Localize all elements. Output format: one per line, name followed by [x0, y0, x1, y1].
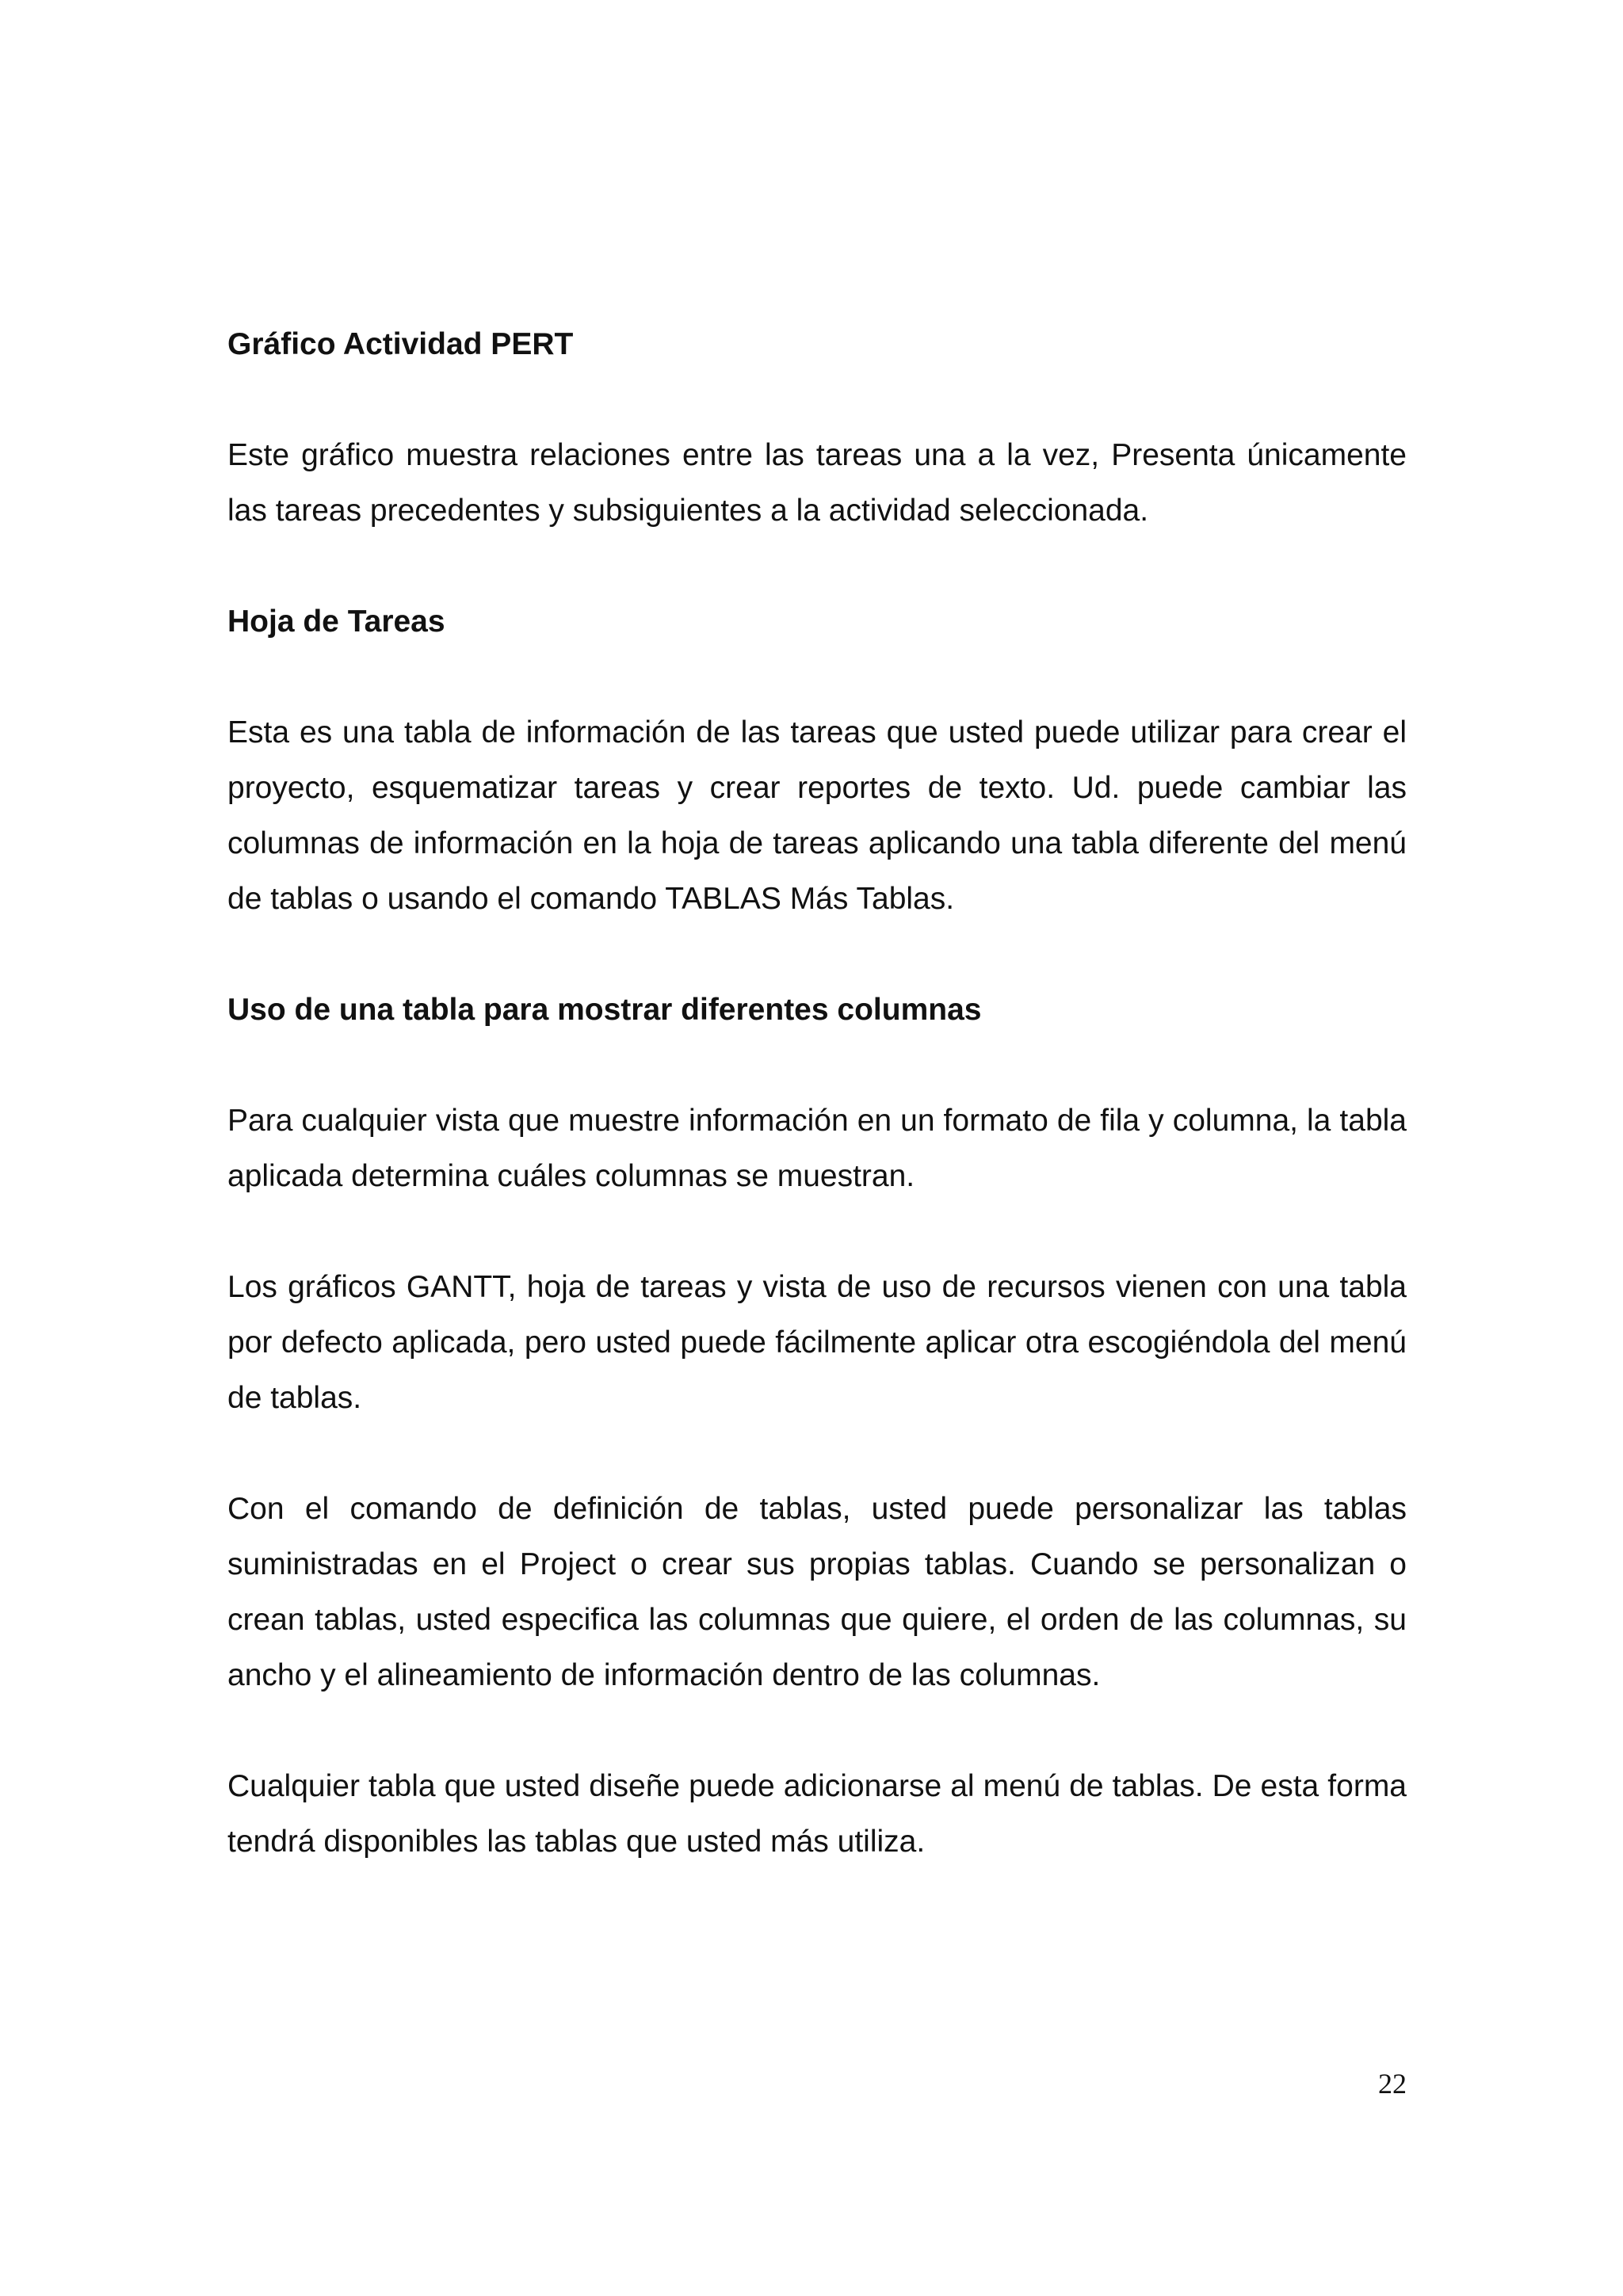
- page-content: [227, 317, 1407, 1870]
- paragraph-graficos-gantt: Los gráficos GANTT, hoja de tareas y vista de uso de recursos vienen con una tabla por defecto aplicada, pero usted puede fácilmente aplicar otra escogiéndola del menú de tablas.: [227, 1270, 1407, 1415]
- spacer: [227, 650, 1407, 705]
- paragraph-vista-fila-columna: Para cualquier vista que muestre información en un formato de fila y columna, la tabla aplicada determina cuáles columnas se muestran.: [227, 1104, 1407, 1193]
- section-heading-pert: Gráfico Actividad PERT: [227, 327, 574, 361]
- spacer: [227, 539, 1407, 594]
- spacer: [227, 1038, 1407, 1093]
- paragraph-pert-description: Este gráfico muestra relaciones entre las tareas una a la vez, Presenta únicamente las tareas precedentes y subsiguientes a la actividad seleccionada.: [227, 438, 1407, 528]
- spacer: [227, 927, 1407, 982]
- paragraph-menu-tablas: Cualquier tabla que usted diseñe puede adicionarse al menú de tablas. De esta forma tendrá disponibles las tablas que usted más utiliza.: [227, 1769, 1407, 1859]
- section-heading-hoja-de-tareas: Hoja de Tareas: [227, 605, 445, 639]
- paragraph-hoja-de-tareas: Esta es una tabla de información de las tareas que usted puede utilizar para crear el proyecto, esquematizar tareas y crear reportes de texto. Ud. puede cambiar las columnas de información en la hoja de tareas aplicando una tabla diferente del menú de tablas o usando el comando TABLAS Más Tablas.: [227, 715, 1407, 916]
- paragraph-definicion-tablas: Con el comando de definición de tablas, usted puede personalizar las tablas suministradas en el Project o crear sus propias tablas. Cuando se personalizan o crean tablas, usted especifica las columnas que quiere, el orden de las columnas, su ancho y el alineamiento de información dentro de las columnas.: [227, 1492, 1407, 1692]
- spacer: [227, 1204, 1407, 1260]
- spacer: [227, 372, 1407, 428]
- page-number: 22: [1378, 2068, 1407, 2100]
- spacer: [227, 1426, 1407, 1482]
- section-heading-uso-de-tabla: Uso de una tabla para mostrar diferentes columnas: [227, 993, 982, 1027]
- spacer: [227, 1703, 1407, 1759]
